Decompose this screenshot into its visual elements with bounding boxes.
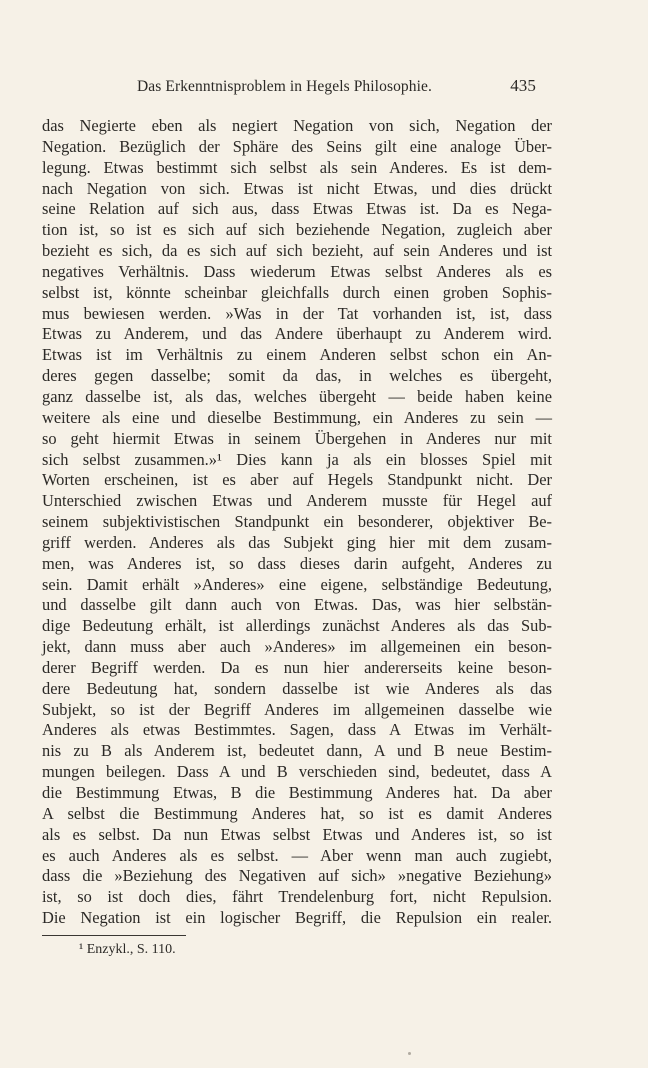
text-line: mus bewiesen werden. »Was in der Tat vorhanden ist, ist, dass [42,303,552,323]
text-line: es auch Anderes als es selbst. — Aber wenn man auch zugiebt, [42,845,552,865]
text-line: sein. Damit erhält »Anderes» eine eigene, selbständige Bedeutung, [42,574,552,594]
text-line: als es selbst. Da nun Etwas selbst Etwas und Anderes ist, so ist [42,824,552,844]
body-text [42,116,552,929]
text-line: Subjekt, so ist der Begriff Anderes im allgemeinen dasselbe wie [42,699,552,719]
text-line: legung. Etwas bestimmt sich selbst als sein Anderes. Es ist dem- [42,157,552,177]
footnote: ¹ Enzykl., S. 110. [79,942,176,957]
text-line: Worten erscheinen, ist es aber auf Hegels Standpunkt nicht. Der [42,470,552,490]
text-line: ganz dasselbe ist, als das, welches übergeht — beide haben keine [42,386,552,406]
text-line: tion ist, so ist es sich auf sich beziehende Negation, zugleich aber [42,220,552,240]
text-line: seine Relation auf sich aus, dass Etwas Etwas ist. Da es Nega- [42,199,552,219]
text-line: die Bestimmung Etwas, B die Bestimmung Anderes hat. Da aber [42,783,552,802]
text-line: deres gegen dasselbe; somit da das, in welches es übergeht, [42,366,552,386]
text-line: negatives Verhältnis. Dass wiederum Etwas selbst Anderes als es [42,261,552,281]
text-line: Unterschied zwischen Etwas und Anderem musste für Hegel auf [42,491,552,511]
text-line: mungen beilegen. Dass A und B verschieden sind, bedeutet, dass A [42,762,552,782]
text-line: und dasselbe gilt dann auch von Etwas. Das, was hier selbstän- [42,595,552,615]
text-line: dass die »Beziehung des Negativen auf sich» »negative Beziehung» [42,866,552,886]
running-header [42,78,536,100]
page-number: 435 [510,76,536,95]
text-line: Negation. Bezüglich der Sphäre des Seins gilt eine analoge Über- [42,136,552,156]
text-line: seinem subjektivistischen Standpunkt ein besonderer, objektiver Be- [42,512,552,532]
text-line: jekt, dann muss aber auch »Anderes» im allgemeinen ein beson- [42,637,552,657]
text-line: Etwas ist im Verhältnis zu einem Anderen selbst schon ein An- [42,345,552,365]
footnote-rule [42,935,186,936]
text-line: bezieht es sich, da es sich auf sich bezieht, auf sein Anderes und ist [42,241,552,261]
text-line: das Negierte eben als negiert Negation von sich, Negation der [42,116,552,135]
text-line: Die Negation ist ein logischer Begriff, die Repulsion ein realer. [42,908,552,928]
paper-speck [408,1052,411,1055]
text-line: A selbst die Bestimmung Anderes hat, so ist es damit Anderes [42,803,552,823]
text-line: dere Bedeutung hat, sondern dasselbe ist wie Anderes als das [42,678,552,698]
running-title: Das Erkenntnisproblem in Hegels Philosophie. [137,78,432,95]
text-line: so geht hiermit Etwas in seinem Übergehen in Anderes nur mit [42,428,552,448]
text-line: nis zu B als Anderem ist, bedeutet dann, A und B neue Bestim- [42,741,552,761]
text-line: griff werden. Anderes als das Subjekt ging hier mit dem zusam- [42,532,552,552]
text-line: men, was Anderes ist, so dass dieses darin aufgeht, Anderes zu [42,553,552,573]
text-line: sich selbst zusammen.»¹ Dies kann ja als ein blosses Spiel mit [42,449,552,469]
text-line: Etwas zu Anderem, und das Andere überhaupt zu Anderem wird. [42,324,552,344]
text-line: weitere als eine und dieselbe Bestimmung, ein Anderes zu sein — [42,407,552,427]
text-line: Anderes als etwas Bestimmtes. Sagen, dass A Etwas im Verhält- [42,720,552,740]
text-line: ist, so ist doch dies, fährt Trendelenburg fort, nicht Repulsion. [42,887,552,907]
text-line: nach Negation von sich. Etwas ist nicht Etwas, und dies drückt [42,178,552,198]
text-line: derer Begriff werden. Da es nun hier andererseits keine beson- [42,657,552,677]
text-line: selbst ist, könnte scheinbar gleichfalls durch einen groben Sophis- [42,282,552,302]
text-line: dige Bedeutung erhält, ist allerdings zunächst Anderes als das Sub- [42,616,552,636]
